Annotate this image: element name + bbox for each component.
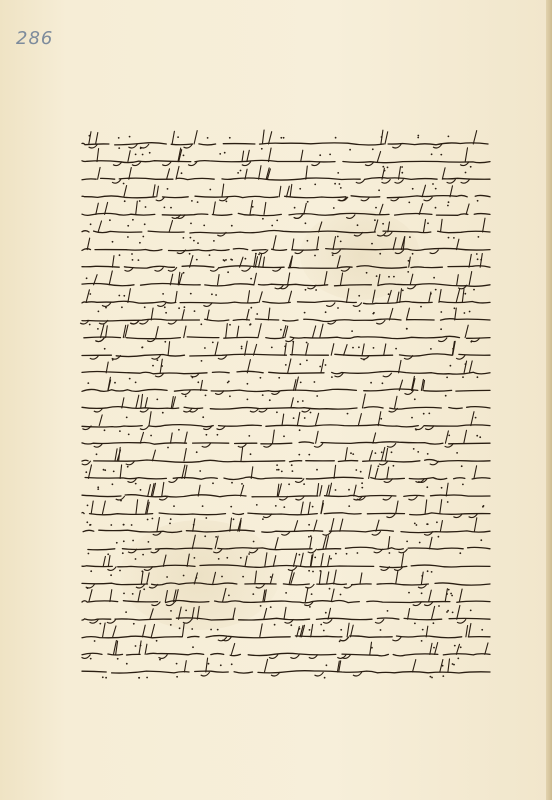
folio-number: 286 <box>16 28 54 49</box>
text-line <box>82 658 490 679</box>
text-line <box>78 465 490 485</box>
manuscript-text-block <box>78 128 492 688</box>
text-line <box>82 553 490 573</box>
text-line <box>82 218 490 239</box>
text-line <box>82 641 491 661</box>
text-line <box>78 588 490 608</box>
text-line <box>81 535 491 555</box>
text-line <box>83 518 490 538</box>
text-line <box>78 570 490 591</box>
text-line <box>82 201 490 222</box>
text-line <box>82 623 490 642</box>
text-line <box>80 308 490 326</box>
text-line <box>78 341 490 362</box>
text-line <box>82 605 490 626</box>
text-line <box>78 376 490 397</box>
text-line <box>82 447 490 467</box>
text-line <box>78 430 490 450</box>
text-line <box>82 359 490 380</box>
text-line <box>82 130 488 151</box>
text-line <box>78 500 490 521</box>
text-line <box>82 271 490 291</box>
text-line <box>78 236 490 257</box>
text-line <box>78 148 490 169</box>
text-line <box>82 289 490 310</box>
page-edge <box>546 0 552 800</box>
text-line <box>82 166 490 186</box>
text-line <box>78 254 490 274</box>
text-line <box>84 324 490 344</box>
text-line <box>82 412 490 432</box>
text-line <box>82 394 490 415</box>
text-line <box>78 184 490 203</box>
handwritten-arabic-text <box>78 128 492 688</box>
text-line <box>82 482 490 503</box>
